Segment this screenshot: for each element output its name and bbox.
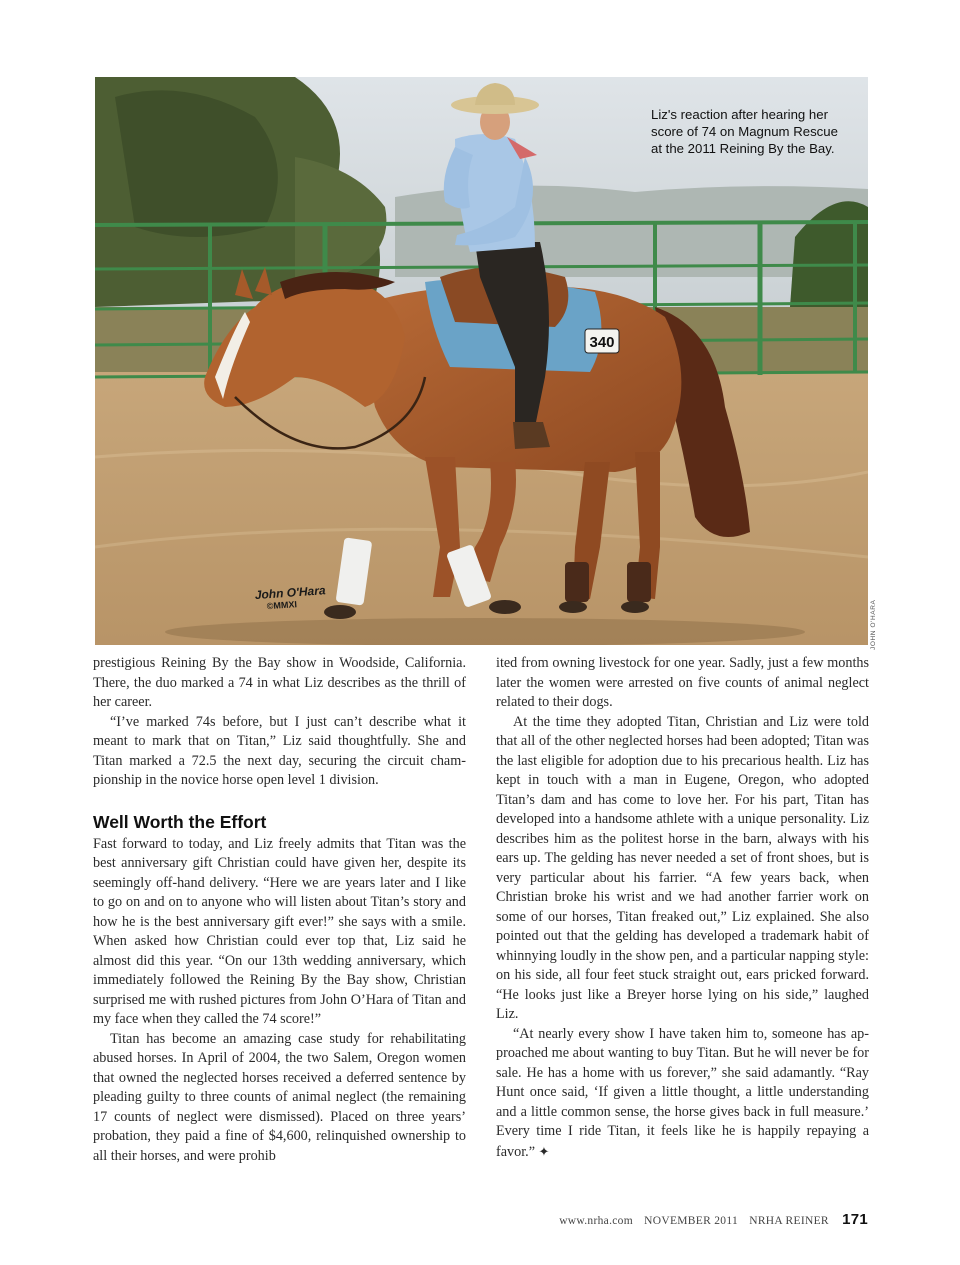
article-paragraph: At the time they adopted Titan, Christian and Liz were told that all of the other neglected horses had been adopted; Titan was the last eligible for adoption due to his precarious health. Liz has kept in touch with a man in Eugene, Oregon, who adopted Titan’s dam and has come to love her. For his part, Titan has developed into a handsome athlete with a unique personality. Liz describes him as the politest horse in the barn, always with his ears up. The gelding has never needed a set of front shoes, but is very particular about his farrier. “A few years back, when Christian broke his wrist and we had another farrier work on some of our horses, Titan freaked out,” Liz explained. She also pointed out that the gelding has developed a trademark habit of whinnying loudly in the show pen, and a particular napping style: on his side, all four feet stuck straight out, ears pricked forward. “He looks just like a Breyer horse lying on his side,” laughed Liz. (496, 713, 869, 1022)
page-footer (551, 1211, 868, 1228)
watermark-year: ©MMXI (266, 599, 298, 612)
saddle-pad-number: 340 (589, 334, 615, 351)
page-number: 171 (842, 1211, 868, 1228)
article-paragraph: ited from owning livestock for one year. Sadly, just a few months later the women were arrested on five counts of animal neglect related to their dogs. (496, 655, 869, 710)
article-paragraph: prestigious Reining By the Bay show in Woodside, California. There, the duo marked a 74 in what Liz describes as the thrill of her career. (93, 655, 466, 710)
article-paragraph: Titan has become an amazing case study for rehabilitating abused horses. In April of 2004, the two Salem, Oregon women that owned the neglected horses received a deferred sentence by pleading guilty to three counts of animal neglect (the remaining 17 counts of neglect were dismissed). Placed on three years’ probation, they paid a fine of $4,600, relinquished ownership to all their horses, and were prohib (93, 1030, 466, 1164)
footer-magazine: NRHA REINER (749, 1215, 829, 1227)
article-column-right (496, 654, 869, 1162)
photo-caption: Liz's reaction after hearing her score of 74 on Magnum Rescue at the 2011 Reining By the Bay. (651, 107, 838, 156)
feature-photo (95, 77, 868, 645)
end-mark-icon: ✦ (538, 1143, 550, 1159)
article-paragraph: “I’ve marked 74s before, but I just can’t describe what it meant to mark that on Titan,” Liz said thoughtfully. She and Titan marked a 72.5 the next day, securing the circuit championship in the novice horse open level 1 division. (93, 713, 466, 788)
article-paragraph-last (496, 1025, 869, 1163)
footer-issue: NOVEMBER 2011 (644, 1215, 739, 1227)
footer-website: www.nrha.com (559, 1215, 633, 1227)
article-text: “At nearly every show I have taken him to, someone has approached me about wanting to buy Titan. But he will never be for sale. He has a home with us forever,” she said adamantly. “Ray Hunt once said, ‘If given a little thought, a little understanding and a little common sense, the horse gives back in full measure.’ Every time I ride Titan, it feels like he is happily repaying a favor.” (496, 1025, 869, 1160)
section-heading: Well Worth the Effort (93, 811, 267, 832)
article-paragraph: Fast forward to today, and Liz freely admits that Titan was the best anniversary gift Christian could have given her, despite its seemingly off-hand delivery. “Here we are years later and I like to go on and on to anyone who will listen about Titan’s story and how he is the best anniversary gift ever!” she says with a smile. When asked how Christian could ever top that, Liz said he almost did this year. “On our 13th wedding anniversary, which immediately followed the Reining By the Bay show, Christian surprised me with rushed pictures from John O’Hara of Titan and my face when they called the 74 score!” (93, 835, 466, 1027)
photo-credit: JOHN O'HARA (870, 599, 877, 650)
watermark-name: John O'Hara (254, 583, 326, 603)
article-column-left (93, 654, 466, 1166)
